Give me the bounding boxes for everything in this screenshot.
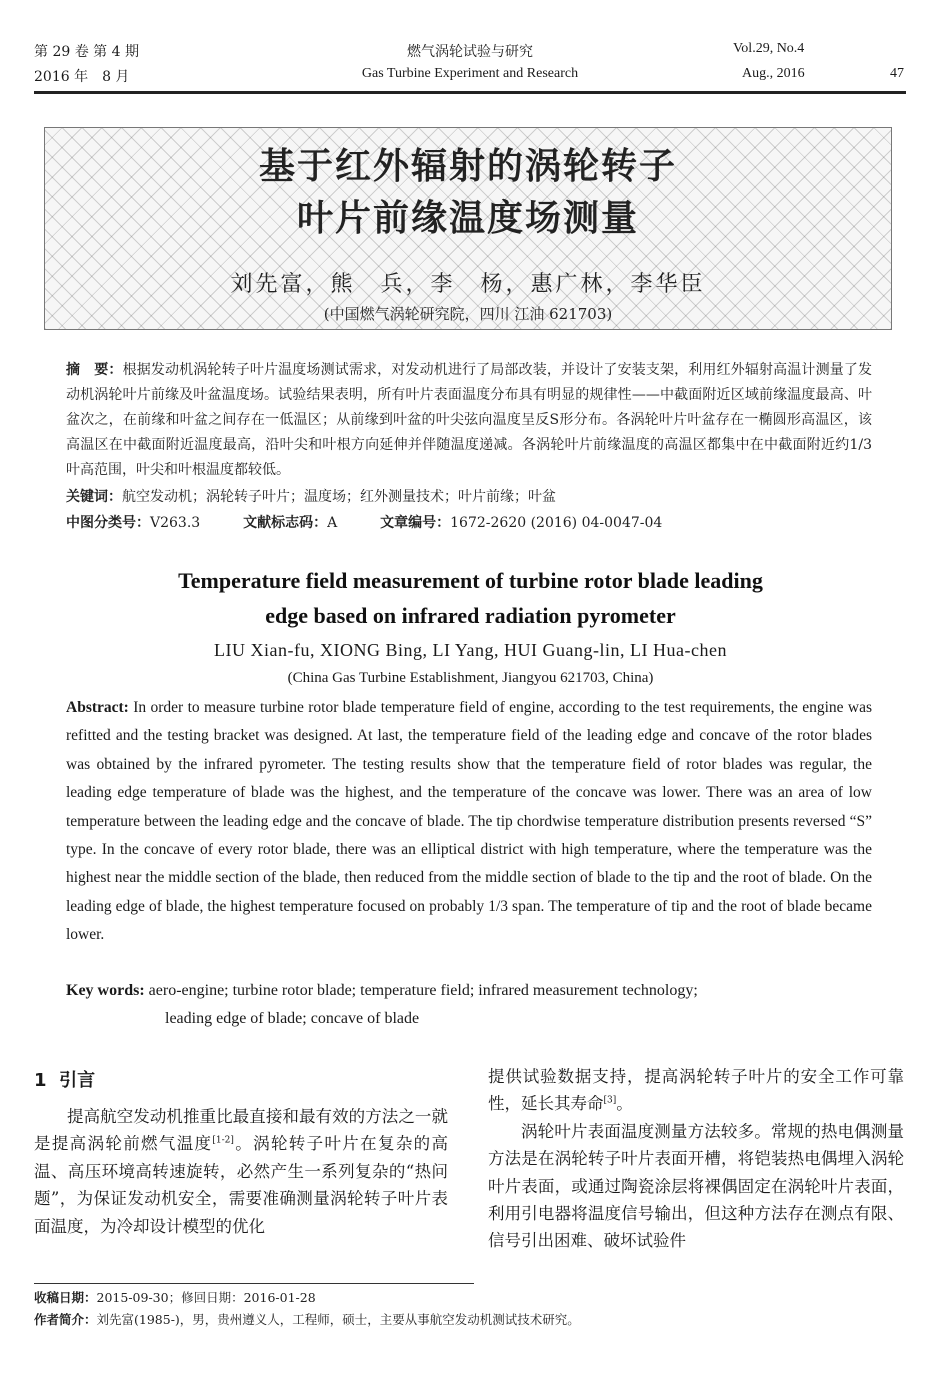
- header-journal-cn: 燃气涡轮试验与研究: [407, 44, 533, 60]
- clc-value: V263.3: [150, 515, 201, 531]
- keywords-en: [66, 982, 698, 1000]
- header-volume-cn: 第 29 卷 第 4 期: [34, 44, 139, 60]
- title-cn-line1: 基于红外辐射的涡轮转子: [258, 146, 677, 187]
- footnote-dates: [34, 1288, 316, 1306]
- abstract-en-label: Abstract:: [66, 699, 129, 716]
- doc-code-value: A: [327, 515, 338, 531]
- keywords-en-line1: aero-engine; turbine rotor blade; temperature field; infrared measurement technology;: [148, 982, 698, 999]
- header-date-cn: 2016 年 8 月: [34, 69, 130, 85]
- title-en-line1: Temperature field measurement of turbine rotor blade leading: [178, 568, 763, 593]
- section-heading: [34, 1066, 95, 1092]
- footnote-author: [34, 1310, 580, 1328]
- header-rule: [34, 91, 906, 94]
- left-p1-text-b: 。涡轮转子叶片在复杂的高温、高压环境高转速旋转，必然产生一系列复杂的“热问题”，为保证发动机安全，需要准确测量涡轮转子叶片表面温度，为冷却设计模型的优化: [34, 1134, 449, 1236]
- authors-en: LIU Xian-fu, XIONG Bing, LI Yang, HUI Guang-lin, LI Hua-chen: [214, 640, 727, 660]
- abstract-en: [66, 694, 872, 950]
- keywords-cn: [66, 486, 556, 506]
- received-label: 收稿日期：: [34, 1290, 97, 1305]
- abstract-cn-label: 摘 要：: [66, 362, 123, 378]
- author-bio-value: 刘先富(1985-)，男，贵州遵义人，工程师，硕士，主要从事航空发动机测试技术研究。: [96, 1312, 580, 1327]
- article-number-value: 1672-2620 (2016) 04-0047-04: [450, 515, 663, 531]
- right-p1-text-a: 提供试验数据支持，提高涡轮转子叶片的安全工作可靠性，延长其寿命: [488, 1067, 904, 1114]
- right-p1-citation: [3]: [603, 1095, 617, 1106]
- affiliation-en: (China Gas Turbine Establishment, Jiangyou 621703, China): [287, 670, 654, 686]
- authors-cn: 刘先富，熊 兵，李 杨，惠广林，李华臣: [230, 272, 706, 297]
- right-paragraph-1: [488, 1063, 904, 1118]
- section-number: 1: [34, 1070, 47, 1091]
- left-p1-text-a: 提高航空发动机推重比最直接和最有效的方法之一就是提高涡轮前燃气温度: [34, 1107, 448, 1154]
- header-journal-en: Gas Turbine Experiment and Research: [361, 66, 579, 81]
- doc-code-label: 文献标志码：: [243, 515, 328, 531]
- abstract-cn-text: 根据发动机涡轮转子叶片温度场测试需求，对发动机进行了局部改装，并设计了安装支架，利用红外辐射高温计测量了发动机涡轮叶片前缘及叶盆温度场。试验结果表明，所有叶片表面温度分布具有明显的规律性——中截面附近区域前缘温度最高、叶盆次之，在前缘和叶盆之间存在一低温区；从前缘到叶盆的叶尖弦向温度呈反S形分布。各涡轮叶片叶盆存在一椭圆形高温区，该高温区在中截面附近温度最高，沿叶尖和叶根方向延伸并伴随温度递减。各涡轮叶片前缘温度的高温区都集中在中截面附近约1/3叶高范围，叶尖和叶根温度都较低。: [66, 362, 873, 478]
- title-block: [44, 127, 892, 330]
- title-en-line2: edge based on infrared radiation pyrometer: [265, 603, 676, 628]
- author-bio-label: 作者简介：: [34, 1312, 97, 1327]
- keywords-cn-text: 航空发动机；涡轮转子叶片；温度场；红外测量技术；叶片前缘；叶盆: [122, 489, 556, 505]
- header-page-number: 47: [890, 66, 904, 81]
- section-title: 引言: [59, 1070, 96, 1091]
- abstract-cn: [66, 358, 872, 483]
- right-paragraph-2: 涡轮叶片表面温度测量方法较多。常规的热电偶测量方法是在涡轮转子叶片表面开槽，将铠装热电偶埋入涡轮叶片表面，或通过陶瓷涂层将裸偶固定在涡轮叶片表面，利用引电器将温度信号输出，但这种方法存在测点有限、信号引出困难、破坏试验件: [488, 1121, 904, 1251]
- left-paragraph-1: [34, 1103, 448, 1240]
- received-value: 2015-09-30；修回日期：2016-01-28: [96, 1290, 316, 1305]
- article-number-label: 文章编号：: [380, 515, 451, 531]
- keywords-en-label: Key words:: [66, 982, 145, 999]
- affiliation-cn: (中国燃气涡轮研究院，四川 江油 621703): [323, 305, 613, 323]
- footnote-rule: [34, 1283, 474, 1284]
- body-left-column: [34, 1103, 448, 1240]
- right-p1-text-b: 。: [616, 1094, 633, 1114]
- abstract-en-text: In order to measure turbine rotor blade temperature field of engine, according to the test requirements, the engine was refitted and the testing bracket was designed. At last, the temperature field of the leading edge and concave of the rotor blades was obtained by the infrared pyrometer. The testing results show that the temperature field of rotor blades was regular, the leading edge temperature of blade was the highest, and the temperature of the concave was lower. There was an area of low temperature between the leading edge and the concave of blade. The tip chordwise temperature distribution presents reversed “S” type. In the concave of every rotor blade, there was an elliptical district with high temperature, where the temperature was the highest near the middle section of the blade, then reduced from the middle section of blade to the tip and the root of blade. On the leading edge of blade, the highest temperature focused on probably 1/3 span. The temperature of tip and the root of blade became lower.: [66, 699, 873, 944]
- keywords-en-line2: leading edge of blade; concave of blade: [165, 1010, 420, 1027]
- keywords-cn-label: 关键词：: [66, 489, 122, 505]
- body-right-column: [488, 1063, 904, 1255]
- title-cn-line2: 叶片前缘温度场测量: [296, 198, 639, 239]
- left-p1-citation: [1-2]: [212, 1135, 234, 1146]
- header-date-en: Aug., 2016: [742, 66, 805, 81]
- clc-label: 中图分类号：: [66, 515, 150, 531]
- header-volume-en: Vol.29, No.4: [733, 41, 805, 56]
- classification-line: [66, 512, 662, 532]
